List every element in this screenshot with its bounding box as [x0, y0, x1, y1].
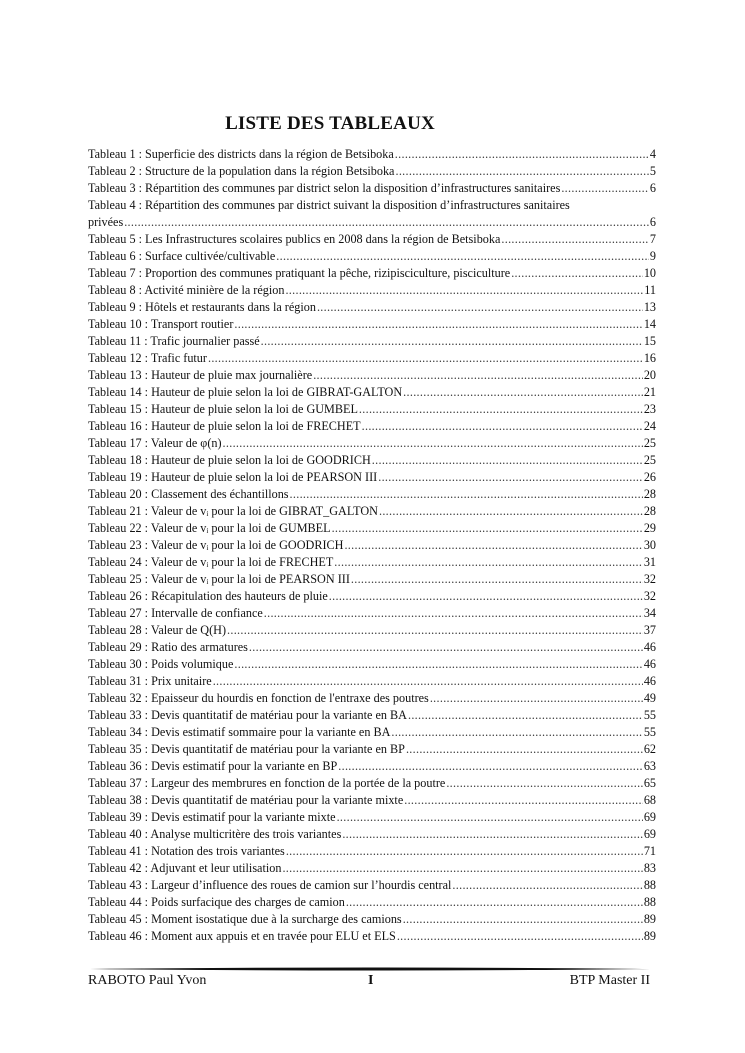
toc-entry-label: Tableau 9 : Hôtels et restaurants dans la région	[88, 300, 316, 314]
toc-entry[interactable]	[88, 418, 656, 435]
toc-entry[interactable]	[88, 146, 656, 163]
toc-entry-page: 68	[643, 793, 656, 807]
toc-entry-label: Tableau 25 : Valeur de vᵢ pour la loi de PEARSON III	[88, 572, 350, 586]
toc-entry-label: Tableau 18 : Hauteur de pluie selon la loi de GOODRICH	[88, 453, 371, 467]
toc-entry-label: Tableau 1 : Superficie des districts dans la région de Betsiboka	[88, 147, 394, 161]
toc-entry[interactable]	[88, 911, 656, 928]
toc-entry[interactable]	[88, 248, 656, 265]
toc-entry-label: Tableau 3 : Répartition des communes par district selon la disposition d’infrastructures sanitaires	[88, 181, 561, 195]
toc-leader-dots	[334, 554, 643, 571]
toc-leader-dots	[403, 384, 643, 401]
toc-entry-label: Tableau 33 : Devis quantitatif de matériau pour la variante en BA	[88, 708, 407, 722]
toc-leader-dots	[391, 724, 642, 741]
toc-leader-dots	[249, 639, 643, 656]
toc-entry-page: 34	[643, 606, 656, 620]
toc-entry-label: Tableau 23 : Valeur de vᵢ pour la loi de GOODRICH	[88, 538, 344, 552]
toc-entry-page: 88	[643, 878, 656, 892]
toc-entry-label: Tableau 24 : Valeur de vᵢ pour la loi de FRECHET	[88, 555, 334, 569]
toc-entry[interactable]	[88, 673, 656, 690]
toc-leader-dots	[344, 537, 642, 554]
toc-entry[interactable]	[88, 690, 656, 707]
toc-leader-dots	[430, 690, 643, 707]
toc-leader-dots	[408, 707, 643, 724]
toc-leader-dots	[276, 248, 649, 265]
toc-entry[interactable]	[88, 775, 656, 792]
toc-entry-label: Tableau 32 : Epaisseur du hourdis en fonction de l'entraxe des poutres	[88, 691, 429, 705]
toc-entry-label: Tableau 10 : Transport routier	[88, 317, 234, 331]
toc-entry-page: 65	[643, 776, 656, 790]
toc-entry-page: 46	[643, 674, 656, 688]
toc-entry-label: Tableau 37 : Largeur des membrures en fonction de la portée de la poutre	[88, 776, 446, 790]
toc-entry-label: Tableau 41 : Notation des trois variantes	[88, 844, 285, 858]
footer-course: BTP Master II	[569, 973, 650, 988]
toc-entry[interactable]	[88, 809, 656, 826]
toc-entry-label: Tableau 31 : Prix unitaire	[88, 674, 212, 688]
toc-entry-label: Tableau 22 : Valeur de vᵢ pour la loi de GUMBEL	[88, 521, 331, 535]
toc-leader-dots	[511, 265, 643, 282]
toc-entry-page: 25	[643, 436, 656, 450]
toc-entry-label: Tableau 6 : Surface cultivée/cultivable	[88, 249, 276, 263]
toc-entry-page: 46	[643, 657, 656, 671]
table-of-contents	[88, 146, 656, 945]
toc-entry-label: Tableau 17 : Valeur de φ(n)	[88, 436, 222, 450]
toc-entry[interactable]	[88, 299, 656, 316]
toc-leader-dots	[329, 588, 643, 605]
toc-entry-page: 11	[644, 283, 656, 297]
toc-entry[interactable]	[88, 503, 656, 520]
toc-entry-label: Tableau 2 : Structure de la population dans la région Betsiboka	[88, 164, 395, 178]
footer-page-number: I	[368, 973, 374, 988]
toc-entry-page: 16	[643, 351, 656, 365]
toc-leader-dots	[561, 180, 649, 197]
toc-entry-page: 55	[643, 725, 656, 739]
toc-leader-dots	[351, 571, 643, 588]
page-title: LISTE DES TABLEAUX	[225, 113, 435, 134]
toc-leader-dots	[208, 350, 643, 367]
toc-entry-label: Tableau 16 : Hauteur de pluie selon la loi de FRECHET	[88, 419, 361, 433]
toc-leader-dots	[501, 231, 649, 248]
toc-entry-page: 88	[643, 895, 656, 909]
toc-entry[interactable]	[88, 588, 656, 605]
toc-entry-page: 26	[643, 470, 656, 484]
toc-entry-page: 69	[643, 827, 656, 841]
toc-entry-label: Tableau 14 : Hauteur de pluie selon la loi de GIBRAT-GALTON	[88, 385, 403, 399]
toc-entry-label: Tableau 26 : Récapitulation des hauteurs de pluie	[88, 589, 328, 603]
toc-entry-page: 37	[643, 623, 656, 637]
toc-entry[interactable]	[88, 282, 656, 299]
toc-leader-dots	[362, 418, 643, 435]
toc-entry-label: Tableau 19 : Hauteur de pluie selon la loi de PEARSON III	[88, 470, 378, 484]
toc-leader-dots	[452, 877, 642, 894]
toc-entry[interactable]	[88, 758, 656, 775]
toc-leader-dots	[395, 163, 648, 180]
toc-entry-page: 28	[643, 487, 656, 501]
toc-leader-dots	[234, 656, 642, 673]
toc-leader-dots	[372, 452, 643, 469]
toc-entry-page: 30	[643, 538, 656, 552]
toc-entry[interactable]	[88, 180, 656, 197]
toc-entry[interactable]	[88, 928, 656, 945]
toc-entry-page: 13	[643, 300, 656, 314]
toc-entry[interactable]	[88, 792, 656, 809]
toc-leader-dots	[317, 299, 643, 316]
toc-entry-label: Tableau 36 : Devis estimatif pour la variante en BP	[88, 759, 338, 773]
toc-leader-dots	[227, 622, 643, 639]
toc-entry-label: Tableau 39 : Devis estimatif pour la variante mixte	[88, 810, 336, 824]
toc-entry-page: 71	[643, 844, 656, 858]
toc-entry-page: 46	[643, 640, 656, 654]
toc-leader-dots	[346, 894, 643, 911]
toc-entry-page: 6	[649, 215, 656, 229]
footer-author: RABOTO Paul Yvon	[88, 973, 207, 988]
toc-entry[interactable]	[88, 265, 656, 282]
toc-entry-page: 24	[643, 419, 656, 433]
toc-entry-page: 5	[649, 164, 656, 178]
toc-entry[interactable]	[88, 707, 656, 724]
toc-entry[interactable]	[88, 333, 656, 350]
toc-leader-dots	[395, 146, 649, 163]
toc-entry-label: Tableau 46 : Moment aux appuis et en travée pour ELU et ELS	[88, 929, 396, 943]
toc-entry-label: Tableau 28 : Valeur de Q(H)	[88, 623, 227, 637]
toc-leader-dots	[403, 911, 643, 928]
toc-entry-page: 23	[643, 402, 656, 416]
toc-entry-label: Tableau 38 : Devis quantitatif de matériau pour la variante mixte	[88, 793, 404, 807]
toc-entry-page: 49	[643, 691, 656, 705]
toc-entry-page: 31	[643, 555, 656, 569]
toc-leader-dots	[379, 503, 643, 520]
toc-leader-dots	[290, 486, 643, 503]
toc-entry-label: Tableau 44 : Poids surfacique des charges de camion	[88, 895, 345, 909]
toc-entry[interactable]	[88, 367, 656, 384]
toc-entry[interactable]	[88, 214, 656, 231]
toc-leader-dots	[285, 282, 643, 299]
toc-entry-page: 21	[643, 385, 656, 399]
toc-entry-label: Tableau 12 : Trafic futur	[88, 351, 207, 365]
toc-leader-dots	[313, 367, 643, 384]
toc-leader-dots	[223, 435, 643, 452]
toc-entry[interactable]	[88, 452, 656, 469]
toc-leader-dots	[213, 673, 643, 690]
toc-entry-page: 25	[643, 453, 656, 467]
toc-leader-dots	[378, 469, 643, 486]
toc-entry-label: Tableau 20 : Classement des échantillons	[88, 487, 289, 501]
toc-entry-page: 69	[643, 810, 656, 824]
toc-entry-page: 15	[643, 334, 656, 348]
toc-entry[interactable]	[88, 605, 656, 622]
toc-entry-page: 62	[643, 742, 656, 756]
toc-entry-label: Tableau 30 : Poids volumique	[88, 657, 234, 671]
toc-entry-label: Tableau 7 : Proportion des communes pratiquant la pêche, rizipisciculture, pisciculture	[88, 266, 511, 280]
toc-entry-page: 14	[643, 317, 656, 331]
toc-entry-page: 32	[643, 589, 656, 603]
toc-leader-dots	[337, 809, 643, 826]
toc-entry[interactable]	[88, 401, 656, 418]
toc-leader-dots	[338, 758, 643, 775]
toc-entry-page: 10	[643, 266, 656, 280]
toc-entry[interactable]	[88, 877, 656, 894]
toc-entry-page: 89	[643, 912, 656, 926]
toc-entry[interactable]	[88, 724, 656, 741]
footer-divider	[90, 967, 650, 971]
toc-leader-dots	[342, 826, 643, 843]
toc-entry[interactable]	[88, 639, 656, 656]
toc-entry[interactable]	[88, 894, 656, 911]
toc-entry-label: Tableau 5 : Les Infrastructures scolaires publics en 2008 dans la région de Betsiboka	[88, 232, 501, 246]
toc-entry[interactable]	[88, 860, 656, 877]
toc-leader-dots	[264, 605, 643, 622]
toc-entry[interactable]	[88, 843, 656, 860]
toc-entry-page: 20	[643, 368, 656, 382]
toc-entry-label: Tableau 11 : Trafic journalier passé	[88, 334, 260, 348]
toc-entry-label: Tableau 34 : Devis estimatif sommaire pour la variante en BA	[88, 725, 391, 739]
toc-entry[interactable]	[88, 826, 656, 843]
toc-leader-dots	[261, 333, 643, 350]
toc-entry[interactable]	[88, 316, 656, 333]
toc-entry-label: Tableau 40 : Analyse multicritère des trois variantes	[88, 827, 342, 841]
toc-entry-page: 63	[643, 759, 656, 773]
toc-entry-page: 89	[643, 929, 656, 943]
toc-entry[interactable]	[88, 622, 656, 639]
toc-leader-dots	[406, 741, 643, 758]
toc-leader-dots	[359, 401, 643, 418]
toc-leader-dots	[124, 214, 649, 231]
toc-entry-page: 32	[643, 572, 656, 586]
toc-leader-dots	[404, 792, 643, 809]
toc-entry-label: Tableau 43 : Largeur d’influence des roues de camion sur l’hourdis central	[88, 878, 452, 892]
toc-entry-page: 83	[643, 861, 656, 875]
toc-entry[interactable]	[88, 350, 656, 367]
toc-entry-label: Tableau 13 : Hauteur de pluie max journalière	[88, 368, 313, 382]
toc-leader-dots	[286, 843, 643, 860]
toc-entry[interactable]	[88, 469, 656, 486]
toc-entry[interactable]	[88, 231, 656, 248]
toc-entry-wrapped-line[interactable]: Tableau 4 : Répartition des communes par district suivant la disposition d’infrastructures sanitaires	[88, 198, 570, 212]
toc-entry-label: privées	[88, 215, 124, 229]
toc-entry-page: 55	[643, 708, 656, 722]
toc-entry-label: Tableau 15 : Hauteur de pluie selon la loi de GUMBEL	[88, 402, 358, 416]
toc-entry-page: 28	[643, 504, 656, 518]
toc-entry-label: Tableau 27 : Intervalle de confiance	[88, 606, 263, 620]
toc-entry-page: 6	[649, 181, 656, 195]
page-footer	[88, 973, 650, 993]
toc-leader-dots	[446, 775, 643, 792]
toc-entry[interactable]	[88, 656, 656, 673]
toc-entry-label: Tableau 8 : Activité minière de la région	[88, 283, 285, 297]
toc-entry-page: 9	[649, 249, 656, 263]
toc-leader-dots	[332, 520, 643, 537]
toc-entry-label: Tableau 29 : Ratio des armatures	[88, 640, 248, 654]
toc-entry-page: 4	[649, 147, 656, 161]
toc-entry-page: 29	[643, 521, 656, 535]
toc-entry-label: Tableau 42 : Adjuvant et leur utilisation	[88, 861, 282, 875]
toc-entry-label: Tableau 35 : Devis quantitatif de matériau pour la variante en BP	[88, 742, 405, 756]
toc-entry[interactable]	[88, 435, 656, 452]
toc-entry[interactable]	[88, 384, 656, 401]
toc-entry[interactable]	[88, 571, 656, 588]
toc-leader-dots	[282, 860, 642, 877]
toc-leader-dots	[234, 316, 642, 333]
toc-entry[interactable]	[88, 554, 656, 571]
toc-entry-label: Tableau 21 : Valeur de vᵢ pour la loi de GIBRAT_GALTON	[88, 504, 378, 518]
toc-entry[interactable]	[88, 163, 656, 180]
toc-entry[interactable]	[88, 520, 656, 537]
toc-entry[interactable]	[88, 741, 656, 758]
toc-entry[interactable]	[88, 537, 656, 554]
toc-entry-label: Tableau 45 : Moment isostatique due à la surcharge des camions	[88, 912, 402, 926]
toc-entry-page: 7	[649, 232, 656, 246]
toc-leader-dots	[397, 928, 643, 945]
toc-entry[interactable]	[88, 486, 656, 503]
